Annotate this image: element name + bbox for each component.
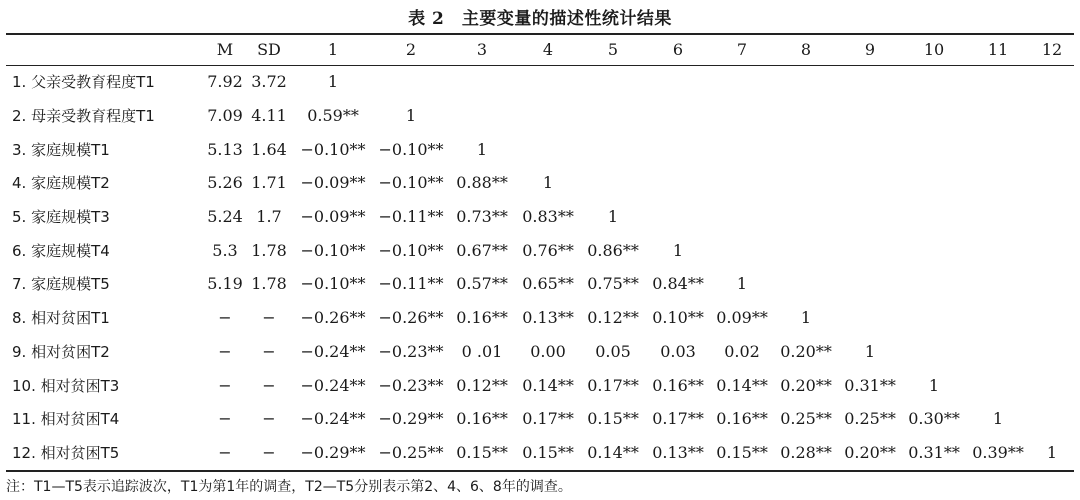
header-row (6, 34, 1074, 65)
table-cell (580, 132, 646, 166)
table-cell (966, 368, 1030, 402)
table-cell (774, 132, 838, 166)
row-label: 1. 父亲受教育程度T1 (12, 73, 155, 92)
table-cell (966, 65, 1030, 99)
table-cell (838, 267, 902, 301)
row-label: 5. 家庭规模T3 (12, 208, 110, 227)
table-cell (1030, 65, 1074, 99)
table-cell: −0.10** (300, 274, 366, 294)
row-label: 10. 相对贫困T3 (12, 376, 120, 395)
table-cell (580, 65, 646, 99)
table-body (6, 65, 1074, 469)
table-cell: 1 (928, 375, 940, 395)
table-cell: − (262, 409, 276, 429)
table-cell: 0.16** (716, 409, 768, 429)
table-cell: 0.67** (456, 240, 508, 260)
table-cell: 0.16** (456, 409, 508, 429)
table-cell (838, 65, 902, 99)
table-cell: −0.10** (378, 139, 444, 159)
row-label: 11. 相对贫困T4 (12, 410, 120, 429)
table-cell (966, 200, 1030, 234)
row-label: 2. 母亲受教育程度T1 (12, 107, 155, 126)
table-cell: 0.59** (307, 106, 359, 126)
header-cell-variable (6, 34, 204, 65)
table-cell (646, 132, 710, 166)
table-cell: 0.25** (780, 409, 832, 429)
table-row (6, 233, 1074, 267)
table-cell: − (218, 308, 232, 328)
table-cell: 0.15** (456, 442, 508, 462)
table-cell: 0.88** (456, 173, 508, 193)
table-cell: 0.15** (587, 409, 639, 429)
table-cell: −0.24** (300, 341, 366, 361)
table-cell (710, 233, 774, 267)
table-cell (902, 335, 966, 369)
row-label: 7. 家庭规模T5 (12, 275, 110, 294)
table-cell: −0.11** (378, 274, 444, 294)
table-cell (902, 65, 966, 99)
table-cell: 0.86** (587, 240, 639, 260)
table-cell (902, 200, 966, 234)
table-cell: − (218, 375, 232, 395)
table-cell: − (262, 341, 276, 361)
table-cell: 0.25** (844, 409, 896, 429)
table-cell (966, 99, 1030, 133)
table-cell: 0.13** (652, 442, 704, 462)
table-cell: 0.28** (780, 442, 832, 462)
table-cell: −0.29** (378, 409, 444, 429)
table-row (6, 200, 1074, 234)
table-cell: 1 (736, 274, 748, 294)
row-label: 6. 家庭规模T4 (12, 241, 110, 260)
table-cell (580, 166, 646, 200)
header-cell-8: 8 (800, 40, 812, 59)
table-cell (1030, 99, 1074, 133)
header-cell-4: 4 (542, 40, 554, 59)
row-label: 9. 相对贫困T2 (12, 342, 110, 361)
table-cell: 0.20** (780, 375, 832, 395)
table-cell: 0.20** (780, 341, 832, 361)
table-cell: 7.92 (207, 72, 243, 92)
table-cell: 0.65** (522, 274, 574, 294)
table-cell (448, 99, 516, 133)
table-row (6, 436, 1074, 470)
bottom-rule (6, 470, 1074, 472)
table-cell: −0.23** (378, 341, 444, 361)
table-cell (710, 132, 774, 166)
table-cell: 0.15** (716, 442, 768, 462)
table-cell (646, 166, 710, 200)
table-cell (646, 200, 710, 234)
table-cell: −0.10** (300, 240, 366, 260)
table-cell (838, 99, 902, 133)
row-label: 8. 相对贫困T1 (12, 309, 110, 328)
table-cell: 1 (327, 72, 339, 92)
table-cell: −0.24** (300, 375, 366, 395)
table-cell: − (218, 442, 232, 462)
table-cell (516, 65, 580, 99)
table-cell (838, 233, 902, 267)
table-cell (710, 166, 774, 200)
table-cell: 0.17** (652, 409, 704, 429)
header-cell-5: 5 (607, 40, 619, 59)
table-row (6, 335, 1074, 369)
table-row (6, 368, 1074, 402)
table-cell: 5.26 (207, 173, 243, 193)
header-cell-9: 9 (864, 40, 876, 59)
header-cell-sd: SD (257, 40, 281, 59)
table-cell (516, 132, 580, 166)
header-cell-12: 12 (1041, 40, 1063, 59)
table-cell (710, 65, 774, 99)
table-cell: − (262, 375, 276, 395)
table-cell: −0.26** (300, 308, 366, 328)
table-cell: 0.12** (587, 308, 639, 328)
table-note: 注：T1—T5表示追踪波次，T1为第1年的调查，T2—T5分别表示第2、4、6、8年的调查。 (6, 479, 572, 495)
header-cell-3: 3 (476, 40, 488, 59)
table-cell (374, 65, 448, 99)
table-cell: −0.11** (378, 207, 444, 227)
table-cell: 1 (476, 139, 488, 159)
table-cell: 0.05 (595, 341, 631, 361)
header-cell-6: 6 (672, 40, 684, 59)
table-cell: 0.12** (456, 375, 508, 395)
table-header (6, 34, 1074, 65)
table-cell: 0.73** (456, 207, 508, 227)
table-cell: 1.7 (256, 207, 282, 227)
table-cell (646, 65, 710, 99)
table-cell: 0.83** (522, 207, 574, 227)
header-cell-1: 1 (327, 40, 339, 59)
table-cell (580, 99, 646, 133)
table-cell (1030, 402, 1074, 436)
table-cell: − (218, 341, 232, 361)
table-cell: 1 (607, 207, 619, 227)
table-cell: 0.14** (587, 442, 639, 462)
table-cell (1030, 301, 1074, 335)
header-cell-m: M (216, 40, 234, 59)
table-cell: 5.3 (212, 240, 238, 260)
table-cell (710, 99, 774, 133)
table-cell (774, 267, 838, 301)
table-cell (966, 267, 1030, 301)
table-cell: 0.30** (908, 409, 960, 429)
table-cell: 0.16** (652, 375, 704, 395)
header-cell-10: 10 (923, 40, 945, 59)
table-cell (966, 335, 1030, 369)
table-cell (448, 65, 516, 99)
table-cell: −0.23** (378, 375, 444, 395)
table-cell: 7.09 (207, 106, 243, 126)
table-cell: 0.20** (844, 442, 896, 462)
table-cell: 1.64 (251, 139, 287, 159)
table-cell (902, 267, 966, 301)
table-row (6, 132, 1074, 166)
table-row (6, 99, 1074, 133)
table-cell: 0.16** (456, 308, 508, 328)
table-cell: 0.00 (530, 341, 566, 361)
table-cell (838, 301, 902, 335)
table-cell (1030, 233, 1074, 267)
table-cell: 1 (800, 308, 812, 328)
table-cell (966, 166, 1030, 200)
table-cell: 5.24 (207, 207, 243, 227)
table-cell: 0.15** (522, 442, 574, 462)
table-cell: −0.26** (378, 308, 444, 328)
table-row (6, 65, 1074, 99)
table-cell: 1.78 (251, 274, 287, 294)
table-cell (774, 99, 838, 133)
stats-table (6, 34, 1074, 469)
table-row (6, 267, 1074, 301)
table-cell (1030, 200, 1074, 234)
table-cell: 4.11 (251, 106, 287, 126)
table-cell: 5.19 (207, 274, 243, 294)
table-cell: 1 (992, 409, 1004, 429)
table-cell: 0.31** (844, 375, 896, 395)
table-cell: 1.78 (251, 240, 287, 260)
table-cell: 0.14** (716, 375, 768, 395)
table-row (6, 301, 1074, 335)
table-cell (1030, 267, 1074, 301)
row-label: 4. 家庭规模T2 (12, 174, 110, 193)
table-cell: − (262, 308, 276, 328)
table-cell: 1 (1046, 442, 1058, 462)
table-cell (902, 99, 966, 133)
table-cell: − (262, 442, 276, 462)
table-cell (838, 166, 902, 200)
table-cell: −0.09** (300, 207, 366, 227)
table-cell: 0.39** (972, 442, 1024, 462)
table-cell: 0.09** (716, 308, 768, 328)
table-cell: −0.09** (300, 173, 366, 193)
header-cell-11: 11 (987, 40, 1009, 59)
table-cell (966, 132, 1030, 166)
table-row (6, 402, 1074, 436)
table-cell (966, 233, 1030, 267)
table-cell (1030, 166, 1074, 200)
table-cell: − (218, 409, 232, 429)
table-cell (774, 166, 838, 200)
table-cell: 5.13 (207, 139, 243, 159)
table-cell (902, 166, 966, 200)
table-cell: 0.17** (587, 375, 639, 395)
table-cell: −0.25** (378, 442, 444, 462)
table-cell (1030, 335, 1074, 369)
table-cell: 1 (672, 240, 684, 260)
table-cell (966, 301, 1030, 335)
table-cell: 0.14** (522, 375, 574, 395)
table-cell: 0.84** (652, 274, 704, 294)
table-title: 表 2 主要变量的描述性统计结果 (408, 9, 672, 29)
table-cell: 0.17** (522, 409, 574, 429)
table-cell: 1 (542, 173, 554, 193)
header-cell-7: 7 (736, 40, 748, 59)
table-cell (646, 99, 710, 133)
table-cell: 1 (405, 106, 417, 126)
table-cell: 0.57** (456, 274, 508, 294)
row-label: 12. 相对贫困T5 (12, 443, 120, 462)
table-cell: 0.31** (908, 442, 960, 462)
table-cell (902, 301, 966, 335)
table-cell: −0.10** (378, 173, 444, 193)
table-cell (838, 132, 902, 166)
table-cell: −0.29** (300, 442, 366, 462)
table-cell: 1 (864, 341, 876, 361)
table-cell (774, 200, 838, 234)
header-cell-2: 2 (405, 40, 417, 59)
table-cell (774, 233, 838, 267)
table-cell: 0.75** (587, 274, 639, 294)
table-cell (774, 65, 838, 99)
table-cell: 3.72 (251, 72, 287, 92)
table-cell: 1.71 (251, 173, 287, 193)
table-cell: −0.24** (300, 409, 366, 429)
table-cell (902, 132, 966, 166)
table-cell (710, 200, 774, 234)
table-cell: 0.02 (724, 341, 760, 361)
table-cell: 0.13** (522, 308, 574, 328)
table-cell (838, 200, 902, 234)
table-cell (516, 99, 580, 133)
table-cell: 0.03 (660, 341, 696, 361)
table-cell: 0.76** (522, 240, 574, 260)
table-cell (1030, 132, 1074, 166)
row-label: 3. 家庭规模T1 (12, 140, 110, 159)
table-cell: 0 .01 (461, 341, 503, 361)
table-cell (902, 233, 966, 267)
table-cell: −0.10** (378, 240, 444, 260)
table-cell: −0.10** (300, 139, 366, 159)
table-cell: 0.10** (652, 308, 704, 328)
table-cell (1030, 368, 1074, 402)
table-row (6, 166, 1074, 200)
